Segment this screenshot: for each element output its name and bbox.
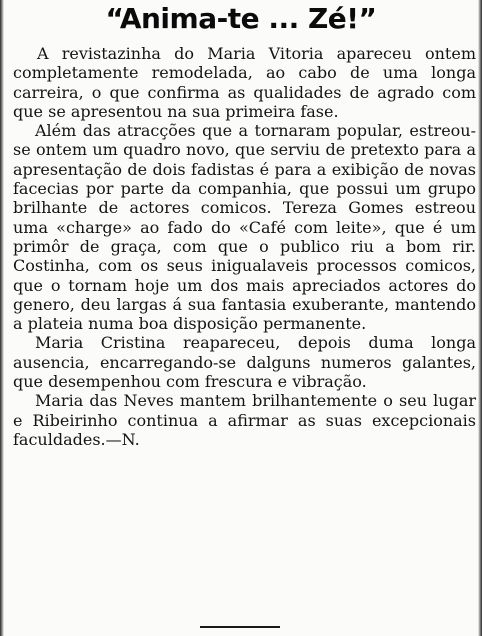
end-of-article-rule <box>200 626 280 628</box>
article-paragraph-3: Maria Cristina reapareceu, depois duma longa ausencia, encarregando-se dalguns numeros galantes, que desempenhou com frescura e vibração. <box>13 333 476 392</box>
article-headline: “Anima-te ... Zé!” <box>105 2 377 35</box>
clipping-left-edge <box>0 0 4 636</box>
article-paragraph-1: A revistazinha do Maria Vitoria apareceu ontem completamente remodelada, ao cabo de uma longa carreira, o que confirma as qualidades de agrado com que se apresentou na sua primeira fase. <box>13 44 476 121</box>
article-paragraph-2: Além das atracções que a tornaram popular, estreou-se ontem um quadro novo, que serviu de pretexto para a apresentação de dois fadistas é para a exibição de novas facecias por parte da companhia, que possui um grupo brilhante de actores comicos. Tereza Gomes estreou uma «charge» ao fado do «Café com leite», que é um primôr de graça, com que o publico riu a bom rir. Costinha, com os seus inigualaveis processos comicos, que o tornam hoje um dos mais apreciados actores do genero, deu largas á sua fantasia exuberante, mantendo a plateia numa boa disposição permanente. <box>13 121 476 334</box>
article-body <box>13 44 476 449</box>
clipping-right-edge <box>478 0 482 636</box>
article-paragraph-4: Maria das Neves mantem brilhantemente o seu lugar e Ribeirinho continua a afirmar as suas excepcionais faculdades.—N. <box>13 391 476 449</box>
